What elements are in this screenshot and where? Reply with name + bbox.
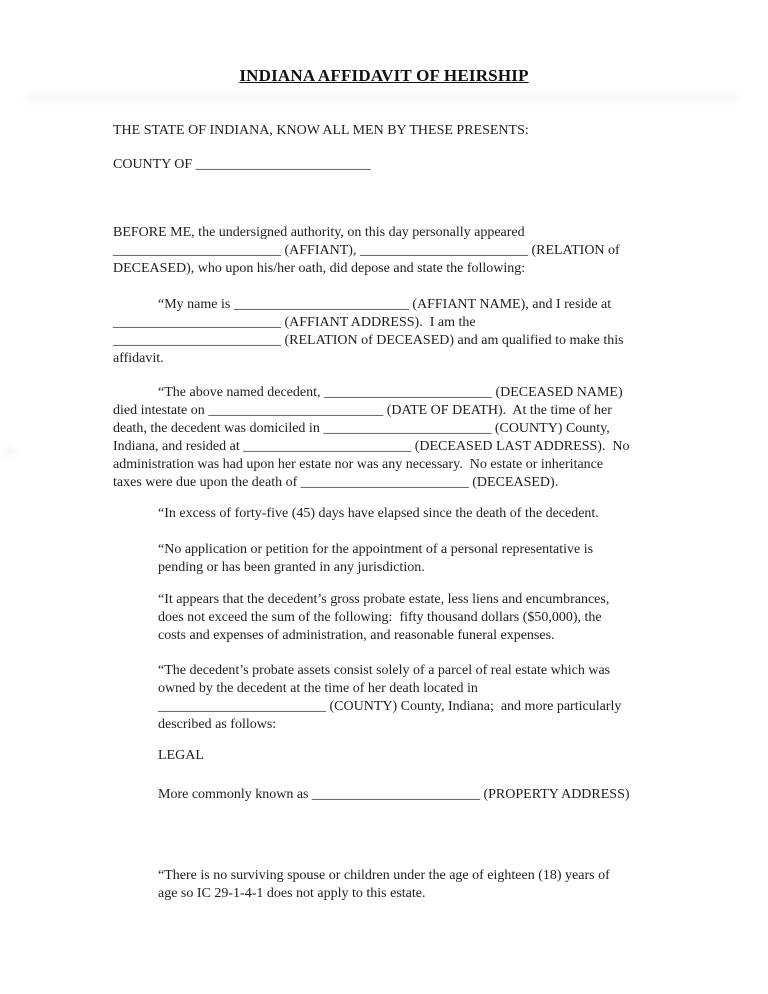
scan-artifact-spot (2, 446, 16, 456)
text-line: costs and expenses of administration, and reasonable funeral expenses. (158, 628, 555, 643)
paragraph-property-address (158, 786, 673, 804)
deceased-name-blank-line: “The above named decedent, ________________________ (DECEASED NAME) (158, 385, 623, 400)
document-title: INDIANA AFFIDAVIT OF HEIRSHIP (239, 66, 529, 85)
paragraph-no-surviving-spouse (158, 867, 673, 903)
text-line: “No application or petition for the appointment of a personal representative is (158, 542, 594, 557)
text-line: administration was had upon her estate nor was any necessary. No estate or inheritance (113, 457, 604, 472)
relation-blank-line: ________________________ (RELATION of DECEASED) and am qualified to make this (113, 333, 624, 348)
text-line: described as follows: (158, 717, 277, 732)
legal-label: LEGAL (158, 748, 204, 763)
scan-artifact-band (25, 93, 740, 102)
paragraph-before-me (113, 224, 673, 278)
text-line: “In excess of forty-five (45) days have elapsed since the death of the decedent. (158, 506, 599, 521)
paragraph-legal-label (158, 747, 673, 765)
paragraph-county-blank (113, 156, 673, 174)
paragraph-forty-five-days (158, 505, 673, 523)
text-line: age so IC 29-1-4-1 does not apply to this estate. (158, 886, 426, 901)
affiant-name-blank-line: “My name is _________________________ (AFFIANT NAME), and I reside at (158, 297, 612, 312)
paragraph-gross-probate-estate (158, 591, 673, 645)
text-line: THE STATE OF INDIANA, KNOW ALL MEN BY THESE PRESENTS: (113, 123, 529, 138)
text-line: pending or has been granted in any jurisdiction. (158, 560, 425, 575)
paragraph-no-application (158, 541, 673, 577)
text-line: BEFORE ME, the undersigned authority, on this day personally appeared (113, 225, 525, 240)
deceased-address-blank-line: Indiana, and resided at ________________________ (DECEASED LAST ADDRESS). No (113, 439, 630, 454)
paragraph-my-name (113, 296, 673, 368)
property-address-blank-line: More commonly known as ________________________ (PROPERTY ADDRESS) (158, 787, 630, 802)
text-line: does not exceed the sum of the following: fifty thousand dollars ($50,000), the (158, 610, 602, 625)
text-line: DECEASED), who upon his/her oath, did depose and state the following: (113, 261, 526, 276)
text-line: “It appears that the decedent’s gross probate estate, less liens and encumbrances, (158, 592, 610, 607)
date-of-death-blank-line: died intestate on _________________________ (DATE OF DEATH). At the time of her (113, 403, 612, 418)
deceased-blank-line: taxes were due upon the death of ________________________ (DECEASED). (113, 475, 559, 490)
affiant-address-blank-line: ________________________ (AFFIANT ADDRESS). I am the (113, 315, 476, 330)
county-property-blank-line: ________________________ (COUNTY) County, Indiana; and more particularly (158, 699, 622, 714)
paragraph-probate-assets (158, 662, 673, 734)
affiant-relation-blank-line: ________________________ (AFFIANT), ________________________ (RELATION of (113, 243, 620, 258)
text-line: affidavit. (113, 351, 164, 366)
paragraph-decedent (113, 384, 673, 492)
county-domicile-blank-line: death, the decedent was domiciled in ________________________ (COUNTY) County, (113, 421, 610, 436)
text-line: “There is no surviving spouse or children under the age of eighteen (18) years of (158, 868, 610, 883)
text-line: “The decedent’s probate assets consist solely of a parcel of real estate which was (158, 663, 611, 678)
county-blank-line: COUNTY OF _________________________ (113, 157, 371, 172)
paragraph-state-of-indiana (113, 122, 673, 140)
text-line: owned by the decedent at the time of her death located in (158, 681, 478, 696)
